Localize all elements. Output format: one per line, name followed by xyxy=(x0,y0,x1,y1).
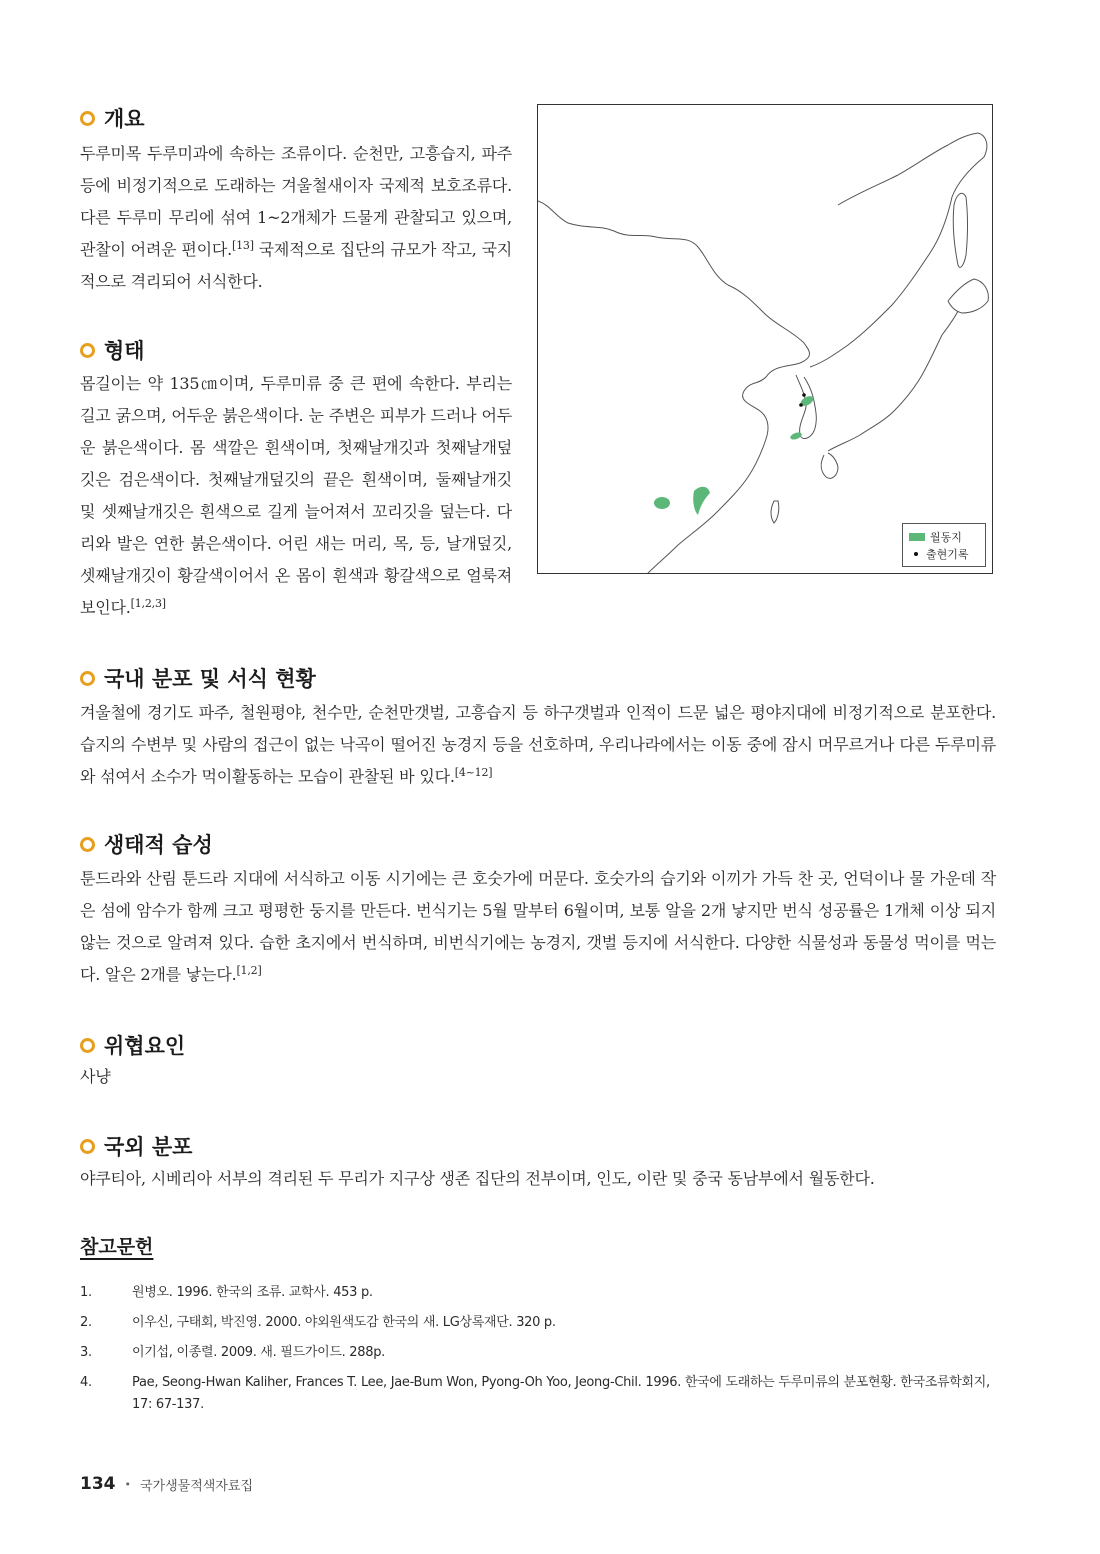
section-title-text: 개요 xyxy=(104,107,145,131)
circle-bullet-icon xyxy=(80,111,95,126)
morphology-paragraph xyxy=(80,368,512,624)
page-footer xyxy=(80,1474,253,1494)
reference-number: 3. xyxy=(80,1345,92,1360)
section-title-text: 형태 xyxy=(104,339,145,363)
publication-title: 국가생물적색자료집 xyxy=(140,1478,254,1494)
citation: [1,2] xyxy=(236,964,262,977)
sakhalin xyxy=(953,193,967,267)
reference-number: 4. xyxy=(80,1375,92,1390)
circle-bullet-icon xyxy=(80,1038,95,1053)
overview-paragraph xyxy=(80,138,512,298)
legend-row-wintering xyxy=(909,528,979,545)
record-point xyxy=(802,393,806,397)
reference-text: 원병오. 1996. 한국의 조류. 교학사. 453 p. xyxy=(132,1285,373,1300)
wintering-area-inland-china xyxy=(654,497,670,509)
black-dot-icon xyxy=(914,552,918,556)
section-title-morphology xyxy=(80,335,145,365)
japan-kyushu xyxy=(821,453,838,478)
wintering-area-china-coast xyxy=(693,487,710,515)
reference-item xyxy=(80,1282,996,1304)
overview-text-after: 국제적으로 집단의 규모가 작고, 국지적으로 격리되어 서식한다. xyxy=(80,240,513,291)
east-asia-map xyxy=(538,105,993,574)
references-heading: 참고문헌 xyxy=(80,1236,154,1258)
domestic-paragraph xyxy=(80,697,996,793)
reference-number: 1. xyxy=(80,1285,92,1300)
ecology-text: 툰드라와 산림 툰드라 지대에 서식하고 이동 시기에는 큰 호숫가에 머문다. 호숫가의 습기와 이끼가 가득 찬 곳, 언덕이나 물 가운데 작은 섬에 암수가 함께 크고 평평한 둥지를 만든다. 번식기는 5월 말부터 6월이며, 보통 알을 2개 낳지만 번식 성공률은 1개체 이상 되지 않는 것으로 알려져 있다. 습한 초지에서 번식하며, 비번식기에는 농경지, 갯벌 등지에 서식한다. 다양한 식물성과 동물성 먹이를 먹는다. 알은 2개를 낳는다. xyxy=(80,869,996,984)
reference-text: 이기섭, 이종렬. 2009. 새. 필드가이드. 288p. xyxy=(132,1345,386,1360)
ecology-paragraph xyxy=(80,863,996,991)
wintering-area-korea-south xyxy=(789,431,802,441)
section-title-threats xyxy=(80,1030,185,1060)
section-title-domestic xyxy=(80,663,316,693)
circle-bullet-icon xyxy=(80,343,95,358)
section-title-text: 생태적 습성 xyxy=(104,833,213,857)
threats-text: 사냥 xyxy=(80,1067,111,1086)
russia-far-east-coast xyxy=(810,133,987,367)
overseas-paragraph xyxy=(80,1163,996,1195)
taiwan xyxy=(771,501,779,523)
section-title-overview xyxy=(80,103,145,133)
reference-text: 이우신, 구태회, 박진영. 2000. 야외원색도감 한국의 새. LG상록재단. 320 p. xyxy=(132,1315,556,1330)
page-number: 134 xyxy=(80,1474,116,1494)
reference-item xyxy=(80,1342,996,1364)
mainland-coastline xyxy=(538,201,810,574)
map-legend xyxy=(902,523,986,567)
morphology-text: 몸길이는 약 135㎝이며, 두루미류 중 큰 편에 속한다. 부리는 길고 굵으며, 어두운 붉은색이다. 눈 주변은 피부가 드러나 어두운 붉은색이다. 몸 색깔은 흰색이며, 첫째날개깃과 첫째날개덮깃은 검은색이다. 첫째날개덮깃의 끝은 흰색이며, 둘째날개깃 및 셋째날개깃은 흰색으로 길게 늘어져서 꼬리깃을 덮는다. 다리와 발은 연한 붉은색이다. 어린 새는 머리, 목, 등, 날개덮깃, 셋째날개깃이 황갈색이어서 온 몸이 흰색과 황갈색으로 얼룩져 보인다. xyxy=(80,374,512,617)
japan-honshu xyxy=(828,311,958,451)
overseas-text: 야쿠티아, 시베리아 서부의 격리된 두 무리가 지구상 생존 집단의 전부이며, 인도, 이란 및 중국 동남부에서 월동한다. xyxy=(80,1169,875,1188)
reference-item xyxy=(80,1312,996,1334)
citation: [13] xyxy=(232,239,254,252)
section-title-text: 국내 분포 및 서식 현황 xyxy=(104,667,316,691)
section-title-text: 국외 분포 xyxy=(104,1135,193,1159)
reference-text: Pae, Seong-Hwan Kaliher, Frances T. Lee, Jae-Bum Won, Pyong-Oh Yoo, Jeong-Chil. 1996. 한국에 도래하는 두루미류의 분포현황. 한국조류학회지, 17: 67-137. xyxy=(132,1375,990,1412)
circle-bullet-icon xyxy=(80,671,95,686)
overview-text: 두루미목 두루미과에 속하는 조류이다. 순천만, 고흥습지, 파주 등에 비정기적으로 도래하는 겨울철새이자 국제적 보호조류다. 다른 두루미 무리에 섞여 1~2개체가 드물게 관찰되고 있으며, 관찰이 어려운 편이다. xyxy=(80,144,512,259)
circle-bullet-icon xyxy=(80,1139,95,1154)
circle-bullet-icon xyxy=(80,837,95,852)
legend-label-record: 출현기록 xyxy=(926,547,969,561)
record-point xyxy=(799,403,803,407)
footer-separator: • xyxy=(124,1477,131,1491)
threats-paragraph xyxy=(80,1061,996,1093)
citation: [1,2,3] xyxy=(130,597,166,610)
domestic-text: 겨울철에 경기도 파주, 철원평야, 천수만, 순천만갯벌, 고흥습지 등 하구갯벌과 인적이 드문 넓은 평야지대에 비정기적으로 분포한다. 습지의 수변부 및 사람의 접근이 없는 낙곡이 떨어진 농경지 등을 선호하며, 우리나라에서는 이동 중에 잠시 머무르거나 다른 두루미류와 섞여서 소수가 먹이활동하는 모습이 관찰된 바 있다. xyxy=(80,703,996,786)
section-title-ecology xyxy=(80,829,213,859)
reference-number: 2. xyxy=(80,1315,92,1330)
korean-peninsula xyxy=(796,375,816,438)
references-list xyxy=(80,1282,996,1424)
legend-row-record xyxy=(909,545,979,562)
legend-label-wintering: 월동지 xyxy=(930,530,962,544)
citation: [4~12] xyxy=(454,766,493,779)
japan-hokkaido xyxy=(948,279,988,313)
reference-item xyxy=(80,1372,996,1416)
green-swatch-icon xyxy=(909,533,925,541)
section-title-text: 위협요인 xyxy=(104,1034,186,1058)
distribution-map xyxy=(537,104,993,574)
section-title-overseas xyxy=(80,1131,192,1161)
